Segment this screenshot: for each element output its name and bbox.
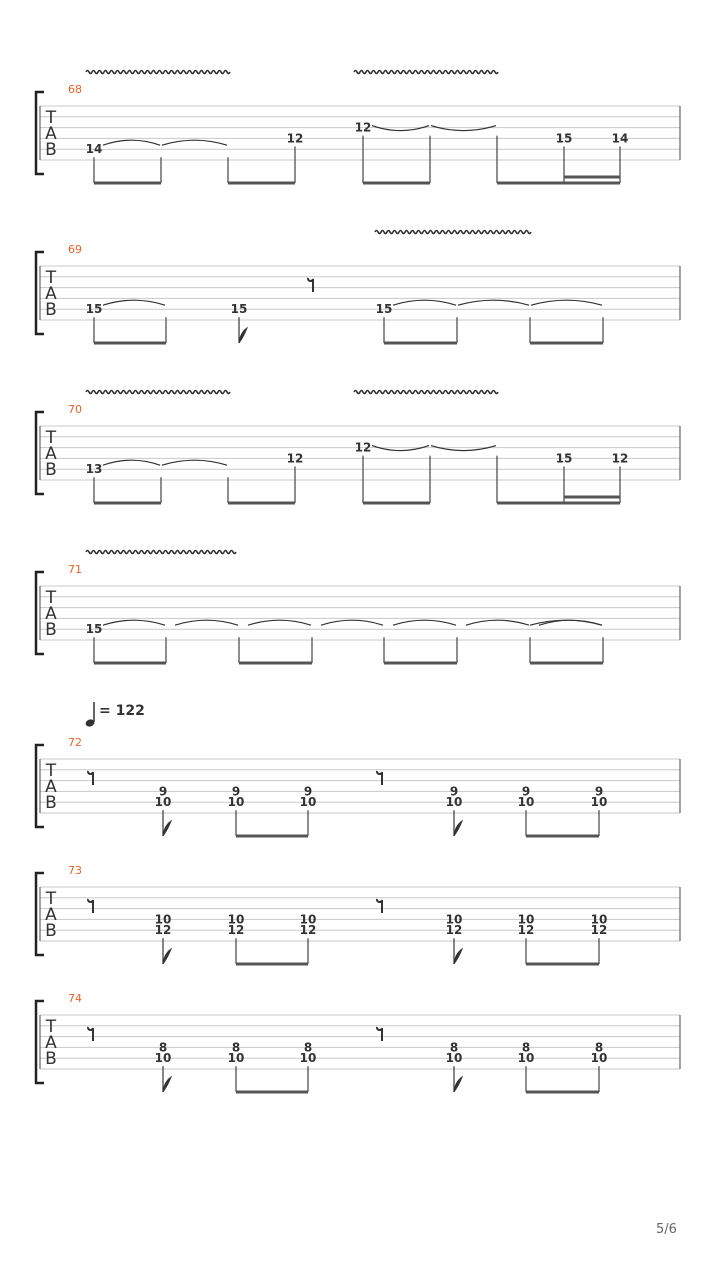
tab-clef-letter: A <box>45 777 57 797</box>
fret-number: 10 <box>445 1051 463 1066</box>
fret-number: 8 <box>303 1040 313 1055</box>
measure-number: 74 <box>68 992 82 1005</box>
fret-number: 8 <box>231 1040 241 1055</box>
tab-clef-letter: B <box>45 793 57 813</box>
tab-system-74 <box>36 992 680 1092</box>
eighth-rest <box>88 771 93 785</box>
fret-number: 9 <box>449 784 459 799</box>
tie <box>458 300 529 305</box>
fret-number: 10 <box>445 795 463 810</box>
tie <box>321 620 383 625</box>
fret-number: 15 <box>375 302 393 317</box>
fret-number: 10 <box>590 1051 608 1066</box>
tie <box>248 620 311 625</box>
tab-system-72 <box>36 702 680 836</box>
tab-clef-letter: B <box>45 300 57 320</box>
fret-number: 9 <box>303 784 313 799</box>
fret-number: 8 <box>158 1040 168 1055</box>
fret-number: 12 <box>227 923 245 938</box>
tab-clef-letter: A <box>45 444 57 464</box>
fret-number: 10 <box>154 795 172 810</box>
tab-clef-letter: A <box>45 124 57 144</box>
eighth-rest <box>308 278 313 292</box>
measure-number: 72 <box>68 736 82 749</box>
fret-number: 8 <box>449 1040 459 1055</box>
vibrato-mark <box>86 71 230 74</box>
fret-number: 10 <box>227 795 245 810</box>
fret-number: 12 <box>286 451 304 466</box>
fret-number: 10 <box>299 912 317 927</box>
fret-number: 10 <box>227 912 245 927</box>
tie <box>103 620 165 625</box>
page-number: 5/6 <box>656 1222 677 1237</box>
fret-number: 13 <box>85 462 103 477</box>
fret-number: 8 <box>594 1040 604 1055</box>
fret-number: 12 <box>611 451 629 466</box>
fret-number: 9 <box>158 784 168 799</box>
fret-number: 10 <box>154 1051 172 1066</box>
tie <box>531 300 602 305</box>
tab-clef-letter: A <box>45 1033 57 1053</box>
fret-number: 12 <box>299 923 317 938</box>
fret-number: 10 <box>154 912 172 927</box>
tie <box>103 460 160 465</box>
tie <box>162 140 227 145</box>
tie <box>466 620 529 625</box>
tie <box>175 620 238 625</box>
fret-number: 12 <box>517 923 535 938</box>
fret-number: 10 <box>227 1051 245 1066</box>
fret-number: 12 <box>445 923 463 938</box>
eighth-rest <box>88 1027 93 1041</box>
tempo-marking <box>85 702 145 728</box>
note-flag <box>454 821 462 836</box>
tie <box>393 620 456 625</box>
tab-clef-letter: T <box>45 108 57 128</box>
tab-clef-letter: B <box>45 460 57 480</box>
measure-number: 71 <box>68 563 82 576</box>
fret-number: 9 <box>231 784 241 799</box>
fret-number: 12 <box>354 120 372 135</box>
tab-clef-letter: T <box>45 761 57 781</box>
measure-number: 68 <box>68 83 82 96</box>
fret-number: 15 <box>85 302 103 317</box>
fret-number: 12 <box>286 131 304 146</box>
note-flag <box>163 1077 171 1092</box>
tab-clef-letter: T <box>45 1017 57 1037</box>
fret-number: 8 <box>521 1040 531 1055</box>
fret-number: 15 <box>555 131 573 146</box>
fret-number: 9 <box>594 784 604 799</box>
fret-number: 14 <box>85 142 103 157</box>
tie <box>103 300 165 305</box>
tab-system-69 <box>36 231 680 344</box>
tab-clef-letter: B <box>45 620 57 640</box>
fret-number: 9 <box>521 784 531 799</box>
measure-number: 70 <box>68 403 82 416</box>
note-flag <box>454 1077 462 1092</box>
note-flag <box>163 949 171 964</box>
tab-clef-letter: A <box>45 284 57 304</box>
fret-number: 15 <box>230 302 248 317</box>
fret-number: 10 <box>445 912 463 927</box>
tempo-value: = 122 <box>99 703 145 719</box>
tie <box>162 460 227 465</box>
tab-system-73 <box>36 864 680 964</box>
fret-number: 10 <box>590 912 608 927</box>
fret-number: 10 <box>299 1051 317 1066</box>
fret-number: 12 <box>154 923 172 938</box>
tab-clef-letter: T <box>45 268 57 288</box>
tie <box>393 300 456 305</box>
tab-clef-letter: T <box>45 428 57 448</box>
fret-number: 10 <box>517 912 535 927</box>
fret-number: 10 <box>517 1051 535 1066</box>
tab-clef-letter: A <box>45 905 57 925</box>
tab-clef-letter: T <box>45 588 57 608</box>
note-flag <box>163 821 171 836</box>
vibrato-mark <box>86 551 236 554</box>
fret-number: 10 <box>590 795 608 810</box>
tab-system-70 <box>36 391 680 504</box>
eighth-rest <box>377 899 382 913</box>
vibrato-mark <box>86 391 230 394</box>
note-flag <box>454 949 462 964</box>
measure-number: 73 <box>68 864 82 877</box>
tie <box>103 140 160 145</box>
fret-number: 15 <box>85 622 103 637</box>
tab-system-71 <box>36 551 680 664</box>
note-flag <box>239 328 247 343</box>
tab-clef-letter: B <box>45 1049 57 1069</box>
fret-number: 12 <box>590 923 608 938</box>
vibrato-mark <box>375 231 531 234</box>
tab-clef-letter: B <box>45 140 57 160</box>
tab-system-68 <box>36 71 680 184</box>
eighth-rest <box>377 1027 382 1041</box>
fret-number: 10 <box>299 795 317 810</box>
tab-clef-letter: A <box>45 604 57 624</box>
tab-clef-letter: T <box>45 889 57 909</box>
vibrato-mark <box>354 71 498 74</box>
tab-clef-letter: B <box>45 921 57 941</box>
fret-number: 10 <box>517 795 535 810</box>
eighth-rest <box>88 899 93 913</box>
eighth-rest <box>377 771 382 785</box>
fret-number: 15 <box>555 451 573 466</box>
vibrato-mark <box>354 391 498 394</box>
fret-number: 14 <box>611 131 629 146</box>
measure-number: 69 <box>68 243 82 256</box>
fret-number: 12 <box>354 440 372 455</box>
